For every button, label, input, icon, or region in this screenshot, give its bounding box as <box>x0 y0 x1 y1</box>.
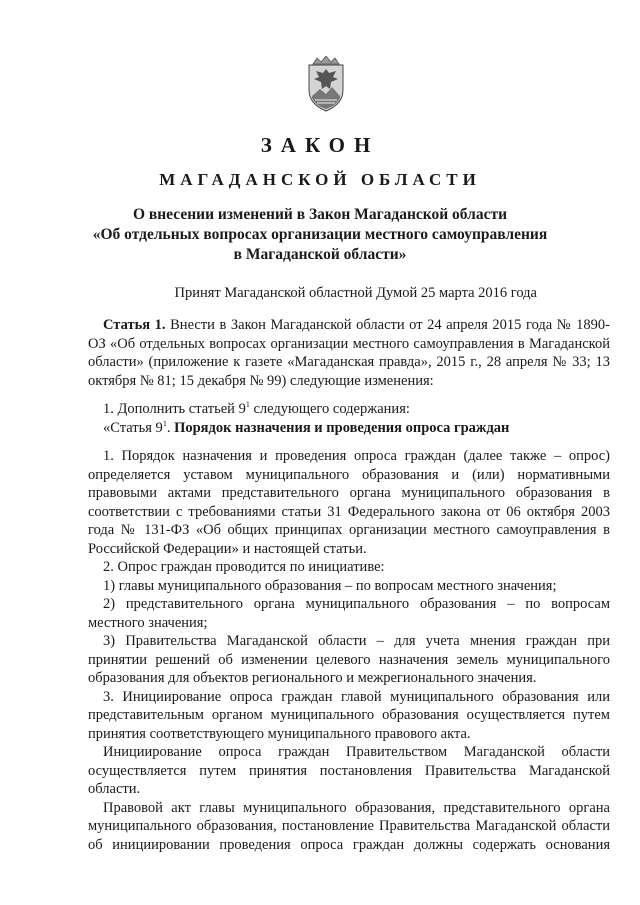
article-1-label: Статья 1. <box>103 317 166 333</box>
document-title: ЗАКОН <box>260 133 380 157</box>
document-subtitle <box>60 205 580 265</box>
new-article-title: Порядок назначения и проведения опроса граждан <box>174 419 510 436</box>
new-article-label: «Статья 9 <box>103 419 163 436</box>
article-1 <box>88 316 610 390</box>
paragraph: Правовой акт главы муниципального образования, представительного органа муниципального образования, постановление Правительства Магаданской области об инициировании проведения опроса граждан должны содержать основания <box>88 799 610 853</box>
amendment-item-text: следующего содержания: <box>249 401 410 417</box>
subtitle-line: в Магаданской области» <box>233 246 407 263</box>
paragraph: 1) главы муниципального образования – по вопросам местного значения; <box>103 577 557 594</box>
paragraph: Инициирование опроса граждан Правительством Магаданской области осуществляется путем принятия постановления Правительства Магаданской области. <box>88 744 610 797</box>
adoption-date: Принят Магаданской областной Думой 25 марта 2016 года <box>174 285 537 301</box>
superscript: 1 <box>245 400 250 410</box>
subtitle-line: О внесении изменений в Закон Магаданской области <box>132 206 508 223</box>
paragraph: 2. Опрос граждан проводится по инициативе: <box>103 559 385 575</box>
superscript: 1 <box>162 418 167 428</box>
new-article-heading <box>88 419 610 438</box>
amendment-item-text: 1. Дополнить статьей 9 <box>103 401 246 417</box>
new-article-separator: . <box>166 419 175 436</box>
paragraph: 3. Инициирование опроса граждан главой муниципального образования или представительным органом муниципального образования осуществляется путем принятия соответствующего муниципального правового акта. <box>88 688 610 742</box>
document-region: МАГАДАНСКОЙ ОБЛАСТИ <box>159 170 481 189</box>
paragraph: 1. Порядок назначения и проведения опроса граждан (далее также – опрос) определяется уставом муниципального образования и (или) нормативными правовыми актами представительного органа муниципального образования в соответствии с требованиями статьи 31 Федерального закона от 06 октября 2003 года № 131-ФЗ «Об общих принципах организации местного самоуправления в Российской Федерации» и настоящей статьи. <box>88 448 610 557</box>
paragraph: 2) представительного органа муниципального образования – по вопросам местного значения; <box>88 596 610 631</box>
subtitle-line: «Об отдельных вопросах организации местного самоуправления <box>92 226 548 243</box>
document-body <box>88 316 610 854</box>
paragraph: 3) Правительства Магаданской области – для учета мнения граждан при принятии решений об изменении целевого назначения земель муниципального образования для объектов регионального и межрегионального значения. <box>88 633 610 686</box>
magadan-coat-of-arms-icon <box>303 56 349 112</box>
amendment-item-1 <box>88 400 610 419</box>
article-1-text: Внести в Закон Магаданской области от 24 апреля 2015 года № 1890-ОЗ «Об отдельных вопросах организации местного самоуправления в Магаданской области» (приложение к газете «Магаданская правда», 2015 г., 28 апреля № 33; 13 октября № 81; 15 декабря № 99) следующие изменения: <box>88 317 610 389</box>
